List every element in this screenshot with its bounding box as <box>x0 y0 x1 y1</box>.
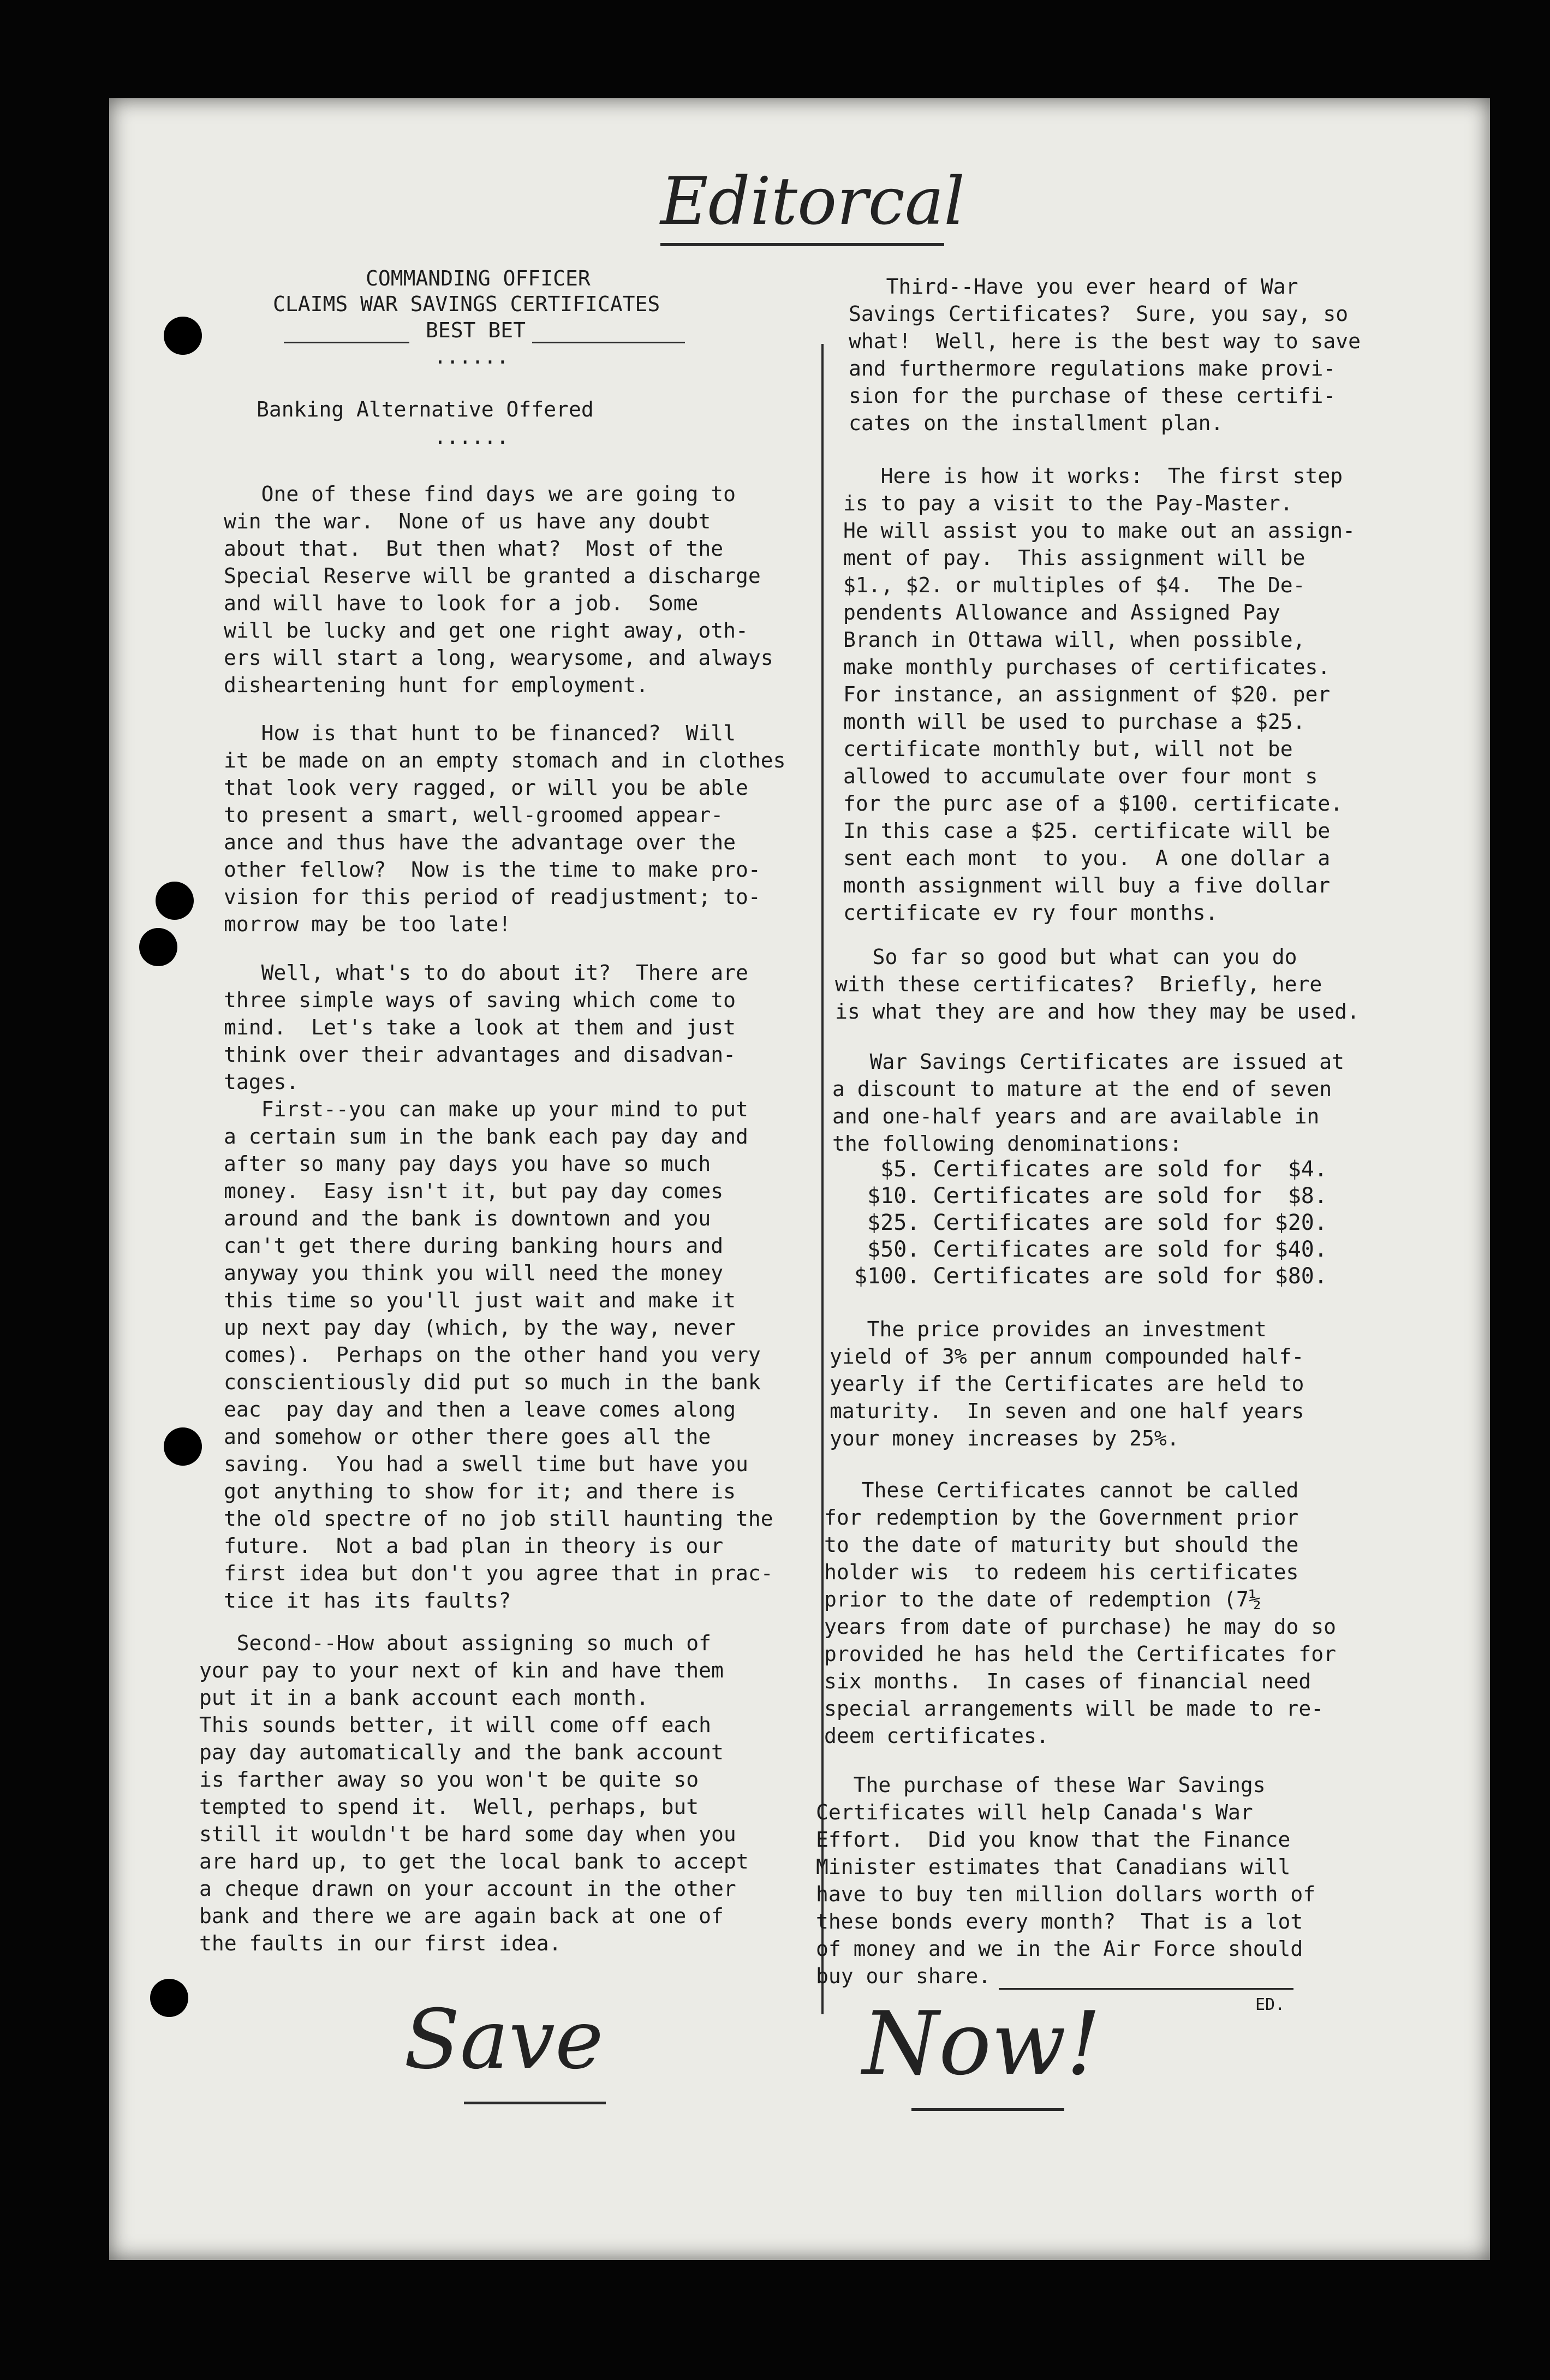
headline-line-1: COMMANDING OFFICER <box>366 266 591 290</box>
signoff-rule <box>999 1988 1293 1990</box>
headline-line-2: CLAIMS WAR SAVINGS CERTIFICATES <box>273 292 660 316</box>
title-underline <box>660 243 944 246</box>
right-paragraph-1: Third--Have you ever heard of War Savings Certificates? Sure, you say, so what! Well, here is the best way to save and furthermore regulations make provi- sion for the purchase of these certifi- cates on the installment plan. <box>849 275 1361 435</box>
column-divider <box>821 344 824 2014</box>
right-paragraph-4: War Savings Certificates are issued at a discount to mature at the end of seven and one-half years and are available in the following denominations: <box>832 1050 1344 1156</box>
dashed-rule <box>284 342 409 343</box>
headline-line-3: BEST BET <box>426 318 526 342</box>
separator-dots: ...... <box>434 344 509 368</box>
subhead: Banking Alternative Offered <box>257 397 594 421</box>
denomination-row: $25. Certificates are sold for $20. <box>854 1210 1327 1235</box>
right-paragraph-2: Here is how it works: The first step is to pay a visit to the Pay-Master. He will assist you to make out an assign- ment of pay. This assignment will be $1., $2. or multiples of $4. The De- pendents Allowance and Assigned Pay Branch in Ottawa will, when possible, make monthly purchases of certificates. For instance, an assignment of $20. per month will be used to purchase a $25. certificate monthly but, will not be allowed to accumulate over four mont s for the purc ase of a $100. certificate. In this case a $25. certificate will be sent each mont to you. A one dollar a month assignment will buy a five dollar certificate ev ry four months. <box>843 464 1355 925</box>
left-paragraph-4: Second--How about assigning so much of your pay to your next of kin and have them put it in a bank account each month. This sounds better, it will come off each pay day automatically and the bank account is farther away so you won't be quite so tempted to spend it. Well, perhaps, but still it wouldn't be hard some day when you are hard up, to get the local bank to accept a cheque drawn on your account in the other bank and there we are again back at one of the faults in our first idea. <box>199 1631 749 1955</box>
right-paragraph-7: The purchase of these War Savings Certificates will help Canada's War Effort. Did you know that the Finance Minister estimates that Canadians will have to buy ten million dollars worth of these bonds every month? That is a lot of money and we in the Air Force should buy our share. <box>816 1773 1316 1988</box>
signoff: ED. <box>1255 1995 1285 2014</box>
denomination-row: $100. Certificates are sold for $80. <box>854 1264 1327 1289</box>
right-paragraph-5: The price provides an investment yield of 3% per annum compounded half- yearly if the Certificates are held to maturity. In seven and one half years your money increases by 25%. <box>830 1317 1304 1450</box>
save-underline <box>464 2102 606 2104</box>
punch-hole <box>164 317 202 355</box>
left-paragraph-2: How is that hunt to be financed? Will it be made on an empty stomach and in clothes that look very ragged, or will you be able to present a smart, well-groomed appear- ance and thus have the advantage over the other fellow? Now is the time to make pro- vision for this period of readjustment; to- morrow may be too late! <box>224 721 786 936</box>
dashed-rule <box>532 342 685 343</box>
denomination-row: $5. Certificates are sold for $4. <box>854 1157 1327 1182</box>
right-paragraph-3: So far so good but what can you do with these certificates? Briefly, here is what they are and how they may be used. <box>835 945 1360 1024</box>
denomination-row: $50. Certificates are sold for $40. <box>854 1237 1327 1262</box>
right-paragraph-6: These Certificates cannot be called for redemption by the Government prior to the date of maturity but should the holder wis to redeem his certificates prior to the date of redemption (7½ years from date of purchase) he may do so provided he has held the Certificates for six months. In cases of financial need special arrangements will be made to re- deem certificates. <box>824 1478 1336 1748</box>
punch-hole <box>139 928 177 966</box>
handwritten-save: Save <box>404 1992 604 2087</box>
handwritten-title: Editorcal <box>660 164 965 240</box>
separator-dots: ...... <box>434 425 509 449</box>
denomination-row: $10. Certificates are sold for $8. <box>854 1183 1327 1209</box>
punch-hole <box>156 882 194 920</box>
left-paragraph-1: One of these find days we are going to win the war. None of us have any doubt about that. But then what? Most of the Special Reserve will be granted a discharge and will have to look for a job. Some will be lucky and get one right away, oth- ers will start a long, wearysome, and always disheartening hunt for employment. <box>224 482 773 697</box>
left-paragraph-3: Well, what's to do about it? There are three simple ways of saving which come to mind. Let's take a look at them and just think over their advantages and disadvan- tages. First--you can make up your mind to put a certain sum in the bank each pay day and after so many pay days you have so much money. Easy isn't it, but pay day comes around and the bank is downtown and you can't get there during banking hours and anyway you think you will need the money this time so you'll just wait and make it up next pay day (which, by the way, never comes). Perhaps on the other hand you very conscientiously did put so much in the bank eac pay day and then a leave comes along and somehow or other there goes all the saving. You had a swell time but have you got anything to show for it; and there is the old spectre of no job still haunting the future. Not a bad plan in theory is our first idea but don't you agree that in prac- tice it has its faults? <box>224 961 773 1613</box>
punch-hole <box>164 1427 202 1466</box>
punch-hole <box>150 1979 188 2017</box>
handwritten-now: Now! <box>862 1992 1101 2095</box>
now-underline <box>911 2108 1064 2111</box>
